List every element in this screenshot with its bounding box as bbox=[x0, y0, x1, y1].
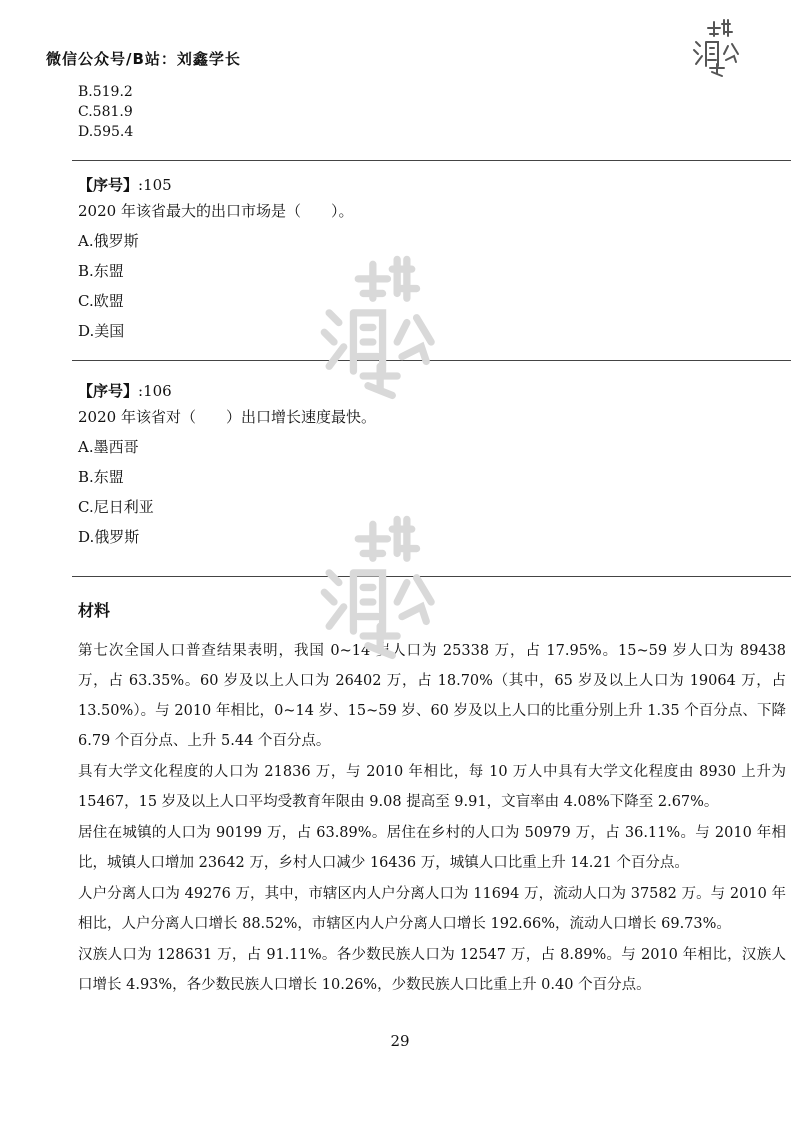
question-text: 2020 年该省最大的出口市场是（ ）。 bbox=[78, 202, 354, 220]
option-d[interactable]: D.595.4 bbox=[78, 124, 134, 140]
material-paragraph: 人户分离人口为 49276 万，其中，市辖区内人户分离人口为 11694 万，流动人口为 37582 万。与 2010 年相比，人户分离人口增长 88.52%，市辖区内人户分离人口增长 192.66%，流动人口增长 69.73%。 bbox=[78, 886, 786, 932]
material-heading: 材料 bbox=[78, 601, 111, 620]
question-106 bbox=[78, 381, 778, 557]
header-channel-text: 微信公众号/B站：刘鑫学长 bbox=[46, 50, 241, 68]
question-number-label: 【序号】 bbox=[78, 382, 139, 400]
question-number-label: 【序号】 bbox=[78, 176, 139, 194]
question-number bbox=[78, 175, 778, 201]
question-number bbox=[78, 381, 778, 407]
option-c[interactable]: C.欧盟 bbox=[78, 292, 124, 310]
option-a[interactable]: A.墨西哥 bbox=[78, 438, 139, 456]
option-a[interactable]: A.俄罗斯 bbox=[78, 232, 139, 250]
previous-question-options bbox=[78, 82, 133, 142]
guanlan-logo-icon bbox=[684, 12, 754, 82]
question-number-value: :105 bbox=[138, 176, 172, 194]
question-text: 2020 年该省对（ ）出口增长速度最快。 bbox=[78, 408, 376, 426]
material-paragraph: 居住在城镇的人口为 90199 万，占 63.89%。居住在乡村的人口为 50979 万，占 36.11%。与 2010 年相比，城镇人口增加 23642 万，乡村人口减少 16436 万，城镇人口比重上升 14.21 个百分点。 bbox=[78, 825, 786, 871]
option-d[interactable]: D.俄罗斯 bbox=[78, 528, 140, 546]
option-b[interactable]: B.519.2 bbox=[78, 84, 133, 100]
section-divider bbox=[72, 360, 791, 361]
material-paragraph: 汉族人口为 128631 万，占 91.11%。各少数民族人口为 12547 万，占 8.89%。与 2010 年相比，汉族人口增长 4.93%，各少数民族人口增长 10.26%，少数民族人口比重上升 0.40 个百分点。 bbox=[78, 947, 786, 993]
option-c[interactable]: C.581.9 bbox=[78, 104, 133, 120]
option-c[interactable]: C.尼日利亚 bbox=[78, 498, 154, 516]
question-number-value: :106 bbox=[138, 382, 172, 400]
question-105 bbox=[78, 175, 778, 351]
page-number: 29 bbox=[390, 1032, 410, 1050]
section-divider bbox=[72, 160, 791, 161]
option-b[interactable]: B.东盟 bbox=[78, 262, 124, 280]
option-b[interactable]: B.东盟 bbox=[78, 468, 124, 486]
material-paragraph: 具有大学文化程度的人口为 21836 万，与 2010 年相比，每 10 万人中具有大学文化程度由 8930 上升为 15467，15 岁及以上人口平均受教育年限由 9.08 提高至 9.91，文盲率由 4.08%下降至 2.67%。 bbox=[78, 764, 786, 810]
option-d[interactable]: D.美国 bbox=[78, 322, 125, 340]
section-divider bbox=[72, 576, 791, 577]
material-paragraph: 第七次全国人口普查结果表明，我国 0~14 岁人口为 25338 万，占 17.95%。15~59 岁人口为 89438 万，占 63.35%。60 岁及以上人口为 26402 万，占 18.70%（其中，65 岁及以上人口为 19064 万，占 13.50%）。与 2010 年相比，0~14 岁、15~59 岁、60 岁及以上人口的比重分别上升 1.35 个百分点、下降 6.79 个百分点、上升 5.44 个百分点。 bbox=[78, 643, 786, 749]
